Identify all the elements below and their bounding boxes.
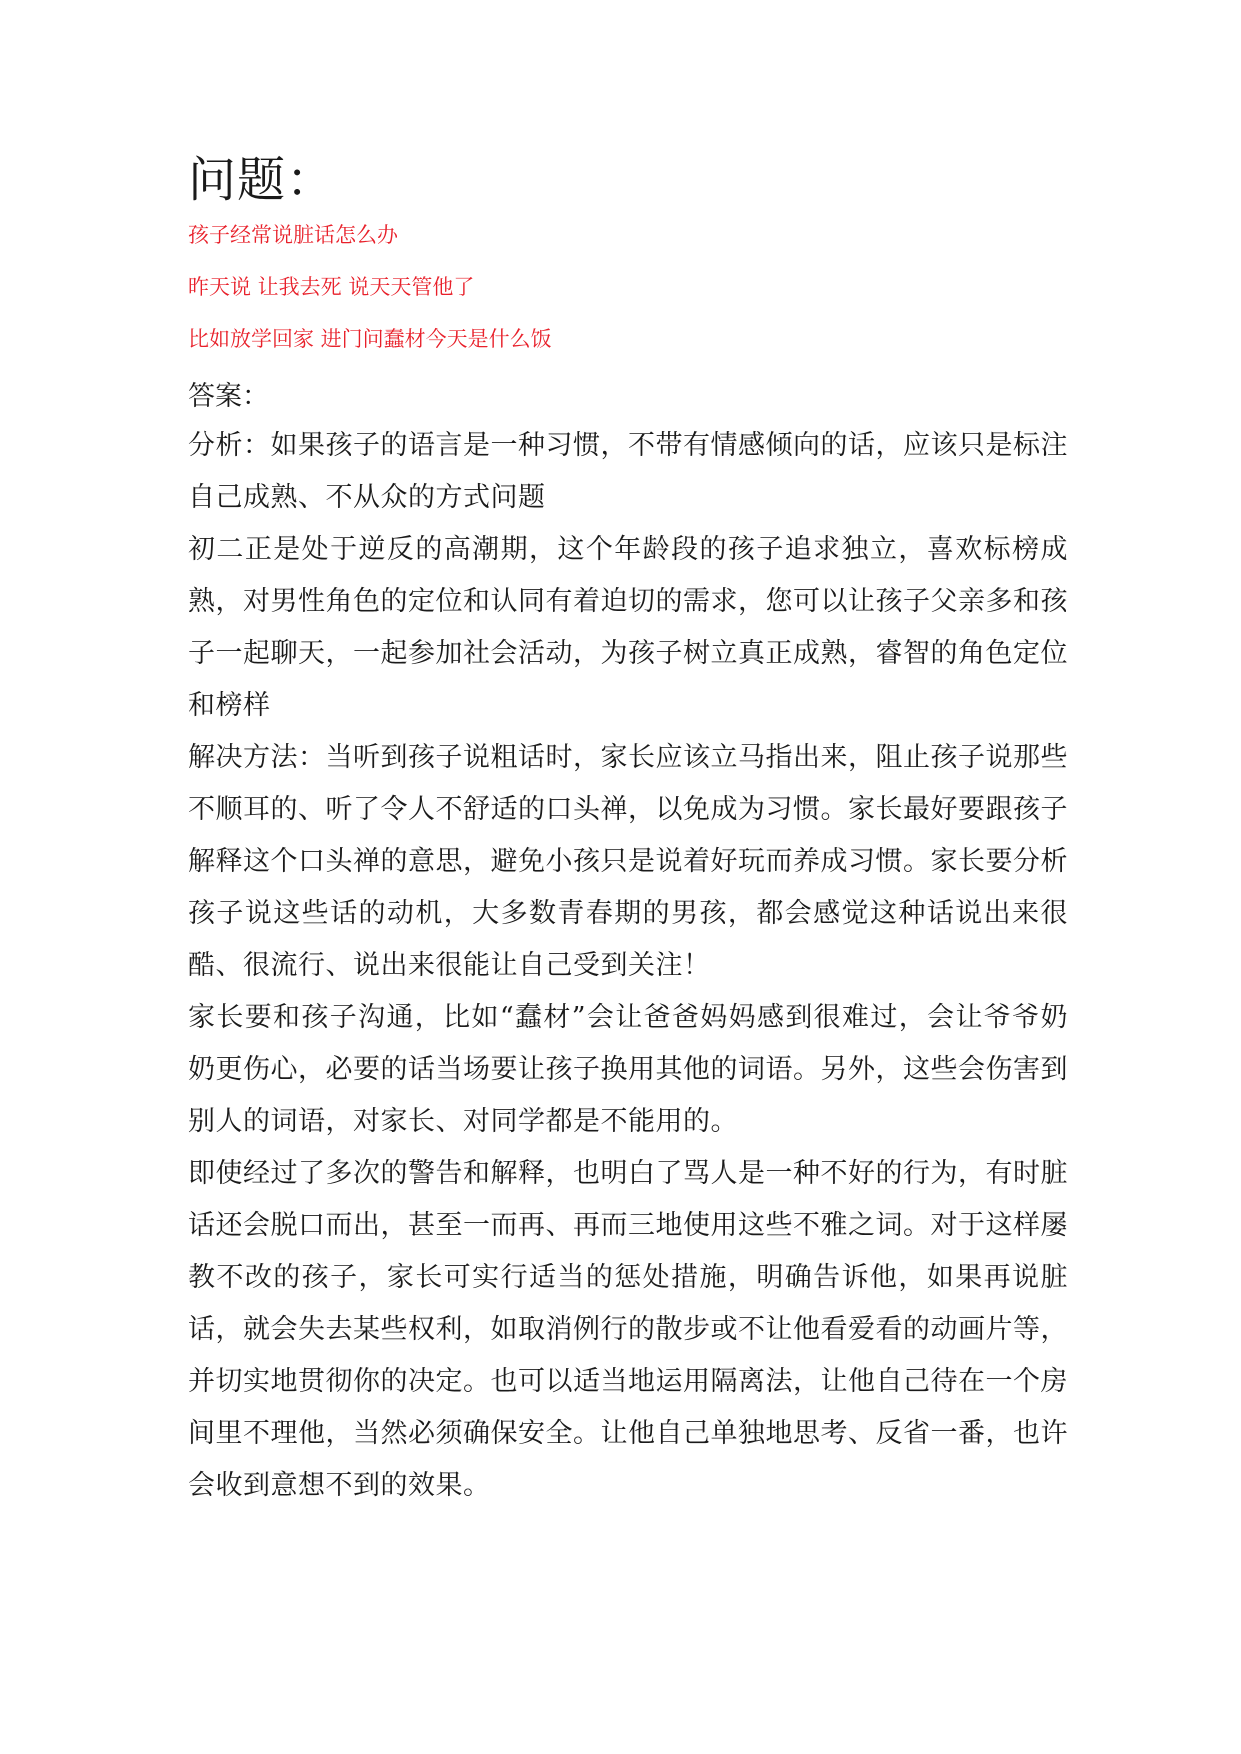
question-line-2: 昨天说 让我去死 说天天管他了 [188,275,475,299]
answer-paragraph-discipline: 即使经过了多次的警告和解释，也明白了骂人是一种不好的行为，有时脏话还会脱口而出，甚至一而再、再而三地使用这些不雅之词。对于这样屡教不改的孩子，家长可实行适当的惩处措施，明确告诉他，如果再说脏话，就会失去某些权利，如取消例行的散步或不让他看爱看的动画片等，并切实地贯彻你的决定。也可以适当地运用隔离法，让他自己待在一个房间里不理他，当然必须确保安全。让他自己单独地思考、反省一番，也许会收到意想不到的效果。 [188,1158,1068,1501]
question-line-1: 孩子经常说脏话怎么办 [188,223,398,247]
answer-paragraph-analysis: 分析：如果孩子的语言是一种习惯，不带有情感倾向的话，应该只是标注自己成熟、不从众的方式问题 [188,430,1068,513]
answer-paragraph-background: 初二正是处于逆反的高潮期，这个年龄段的孩子追求独立，喜欢标榜成熟，对男性角色的定位和认同有着迫切的需求，您可以让孩子父亲多和孩子一起聊天，一起参加社会活动，为孩子树立真正成熟，睿智的角色定位和榜样 [188,534,1068,721]
question-heading: 问题： [188,152,336,208]
question-line-3: 比如放学回家 进门问蠢材今天是什么饭 [188,327,552,351]
answer-paragraph-communication: 家长要和孩子沟通，比如“蠢材”会让爸爸妈妈感到很难过，会让爷爷奶奶更伤心，必要的话当场要让孩子换用其他的词语。另外，这些会伤害到别人的词语，对家长、对同学都是不能用的。 [188,1002,1068,1137]
document-page [188,150,1068,1512]
answer-paragraph-solution: 解决方法：当听到孩子说粗话时，家长应该立马指出来，阻止孩子说那些不顺耳的、听了令人不舒适的口头禅，以免成为习惯。家长最好要跟孩子解释这个口头禅的意思，避免小孩只是说着好玩而养成习惯。家长要分析孩子说这些话的动机，大多数青春期的男孩，都会感觉这种话说出来很酷、很流行、说出来很能让自己受到关注！ [188,742,1068,981]
answer-label: 答案： [188,381,269,412]
